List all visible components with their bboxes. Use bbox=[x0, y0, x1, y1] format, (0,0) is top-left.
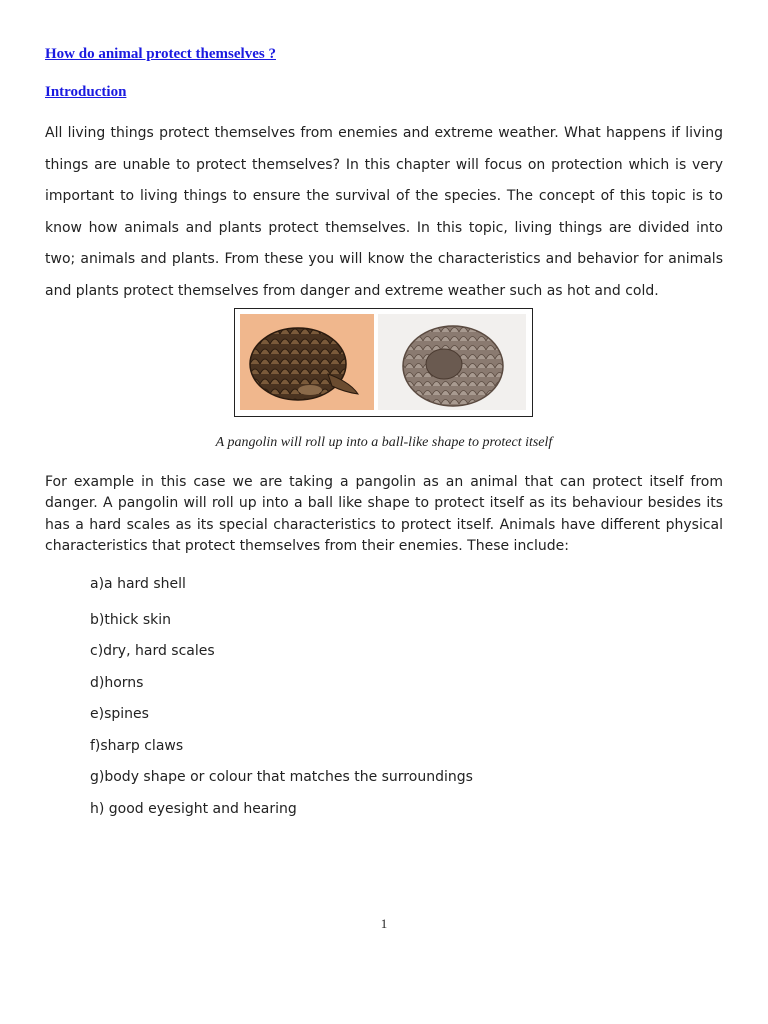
pangolin-ball-icon bbox=[378, 314, 526, 410]
list-item: h) good eyesight and hearing bbox=[90, 801, 297, 817]
pangolin-photo-left bbox=[240, 314, 374, 410]
figure-caption: A pangolin will roll up into a ball-like shape to protect itself bbox=[215, 435, 553, 450]
list-item: c)dry, hard scales bbox=[90, 643, 215, 659]
list-item: d)horns bbox=[90, 675, 144, 691]
list-item: e)spines bbox=[90, 706, 149, 722]
list-item: g)body shape or colour that matches the surroundings bbox=[90, 769, 473, 785]
section-heading-introduction: Introduction bbox=[45, 84, 127, 100]
pangolin-photo-right bbox=[378, 314, 526, 410]
list-item: b)thick skin bbox=[90, 612, 172, 628]
list-item: f)sharp claws bbox=[90, 738, 184, 754]
introduction-paragraph: All living things protect themselves from enemies and extreme weather. What happens if living things are unable to protect themselves? In this chapter will focus on protection which is very important to living things to ensure the survival of the species. The concept of this topic is to know how animals and plants protect themselves. In this topic, living things are divided into two; animals and plants. From these you will know the characteristics and behavior for animals and plants protect themselves from danger and extreme weather such as hot and cold. bbox=[45, 125, 723, 299]
pangolin-figure bbox=[234, 308, 533, 417]
page-number: 1 bbox=[380, 916, 388, 931]
example-paragraph: For example in this case we are taking a pangolin as an animal that can protect itself from danger. A pangolin will roll up into a ball like shape to protect itself as its behaviour besides its has a hard scales as its special characteristics to protect itself. Animals have different physical characteristics that protect themselves from their enemies. These include: bbox=[45, 474, 723, 554]
list-item: a)a hard shell bbox=[90, 576, 186, 592]
page-title: How do animal protect themselves ? bbox=[45, 46, 276, 62]
pangolin-curled-icon bbox=[240, 314, 374, 410]
